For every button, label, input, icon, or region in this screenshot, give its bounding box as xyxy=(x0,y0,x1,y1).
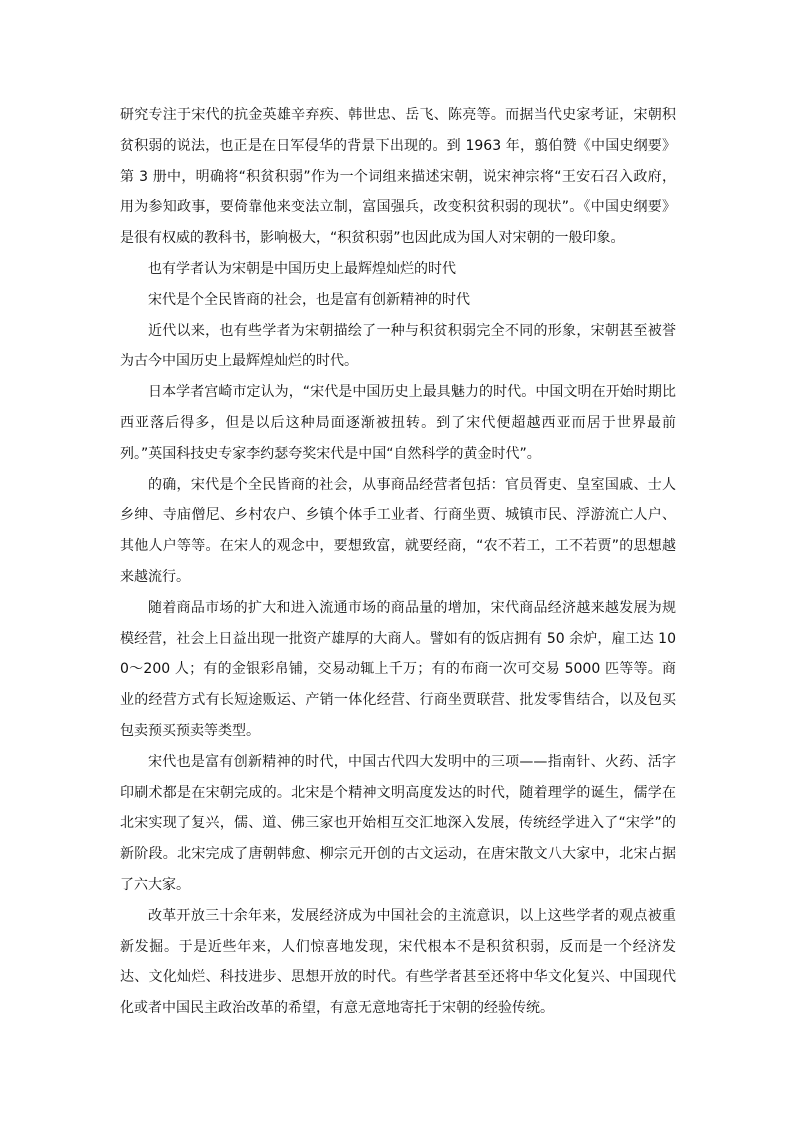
paragraph-9: 改革开放三十余年来，发展经济成为中国社会的主流意识，以上这些学者的观点被重新发掘。于是近些年来，人们惊喜地发现，宋代根本不是积贫积弱，反而是一个经济发达、文化灿烂、科技进步、思想开放的时代。有些学者甚至还将中华文化复兴、中国现代化或者中国民主政治改革的希望，有意无意地寄托于宋朝的经验传统。 xyxy=(120,907,676,1017)
paragraph-7: 随着商品市场的扩大和进入流通市场的商品量的增加，宋代商品经济越来越发展为规模经营，社会上日益出现一批资产雄厚的大商人。譬如有的饭店拥有 50 余炉，雇工达 100～200 人；有的金银彩帛铺，交易动辄上千万；有的布商一次可交易 5000 匹等等。商业的经营方式有长短途贩运、产销一体化经营、行商坐贾联营、批发零售结合，以及包买包卖预买预卖等类型。 xyxy=(120,599,676,739)
paragraph-1: 研究专注于宋代的抗金英雄辛弃疾、韩世忠、岳飞、陈亮等。而据当代史家考证，宋朝积贫积弱的说法，也正是在日军侵华的背景下出现的。到 1963 年，翦伯赞《中国史纲要》第 3 册中，明确将“积贫积弱”作为一个词组来描述宋朝，说宋神宗将“王安石召入政府，用为参知政事，要倚靠他来变法立制，富国强兵，改变积贫积弱的现状”。《中国史纲要》是很有权威的教科书，影响极大，“积贫积弱”也因此成为国人对宋朝的一般印象。 xyxy=(120,107,676,247)
paragraph-4: 近代以来，也有些学者为宋朝描绘了一种与积贫积弱完全不同的形象，宋朝甚至被誉为古今中国历史上最辉煌灿烂的时代。 xyxy=(120,322,676,370)
paragraph-5: 日本学者宫崎市定认为，“宋代是中国历史上最具魅力的时代。中国文明在开始时期比西亚落后得多，但是以后这种局面逐渐被扭转。到了宋代便超越西亚而居于世界最前列。”英国科技史专家李约瑟夸奖宋代是中国“自然科学的黄金时代”。 xyxy=(120,384,676,462)
heading-line-2: 宋代是个全民皆商的社会，也是富有创新精神的时代 xyxy=(148,291,470,308)
paragraph-6: 的确，宋代是个全民皆商的社会，从事商品经营者包括：官员胥吏、皇室国戚、士人乡绅、寺庙僧尼、乡村农户、乡镇个体手工业者、行商坐贾、城镇市民、浮游流亡人户、其他人户等等。在宋人的观念中，要想致富，就要经商，“农不若工，工不若贾”的思想越来越流行。 xyxy=(120,476,676,585)
paragraph-8: 宋代也是富有创新精神的时代，中国古代四大发明中的三项——指南针、火药、活字印刷术都是在宋朝完成的。北宋是个精神文明高度发达的时代，随着理学的诞生，儒学在北宋实现了复兴，儒、道、佛三家也开始相互交汇地深入发展，传统经学进入了“宋学”的新阶段。北宋完成了唐朝韩愈、柳宗元开创的古文运动，在唐宋散文八大家中，北宋占据了六大家。 xyxy=(120,753,676,893)
heading-line-1: 也有学者认为宋朝是中国历史上最辉煌灿烂的时代 xyxy=(148,260,456,277)
